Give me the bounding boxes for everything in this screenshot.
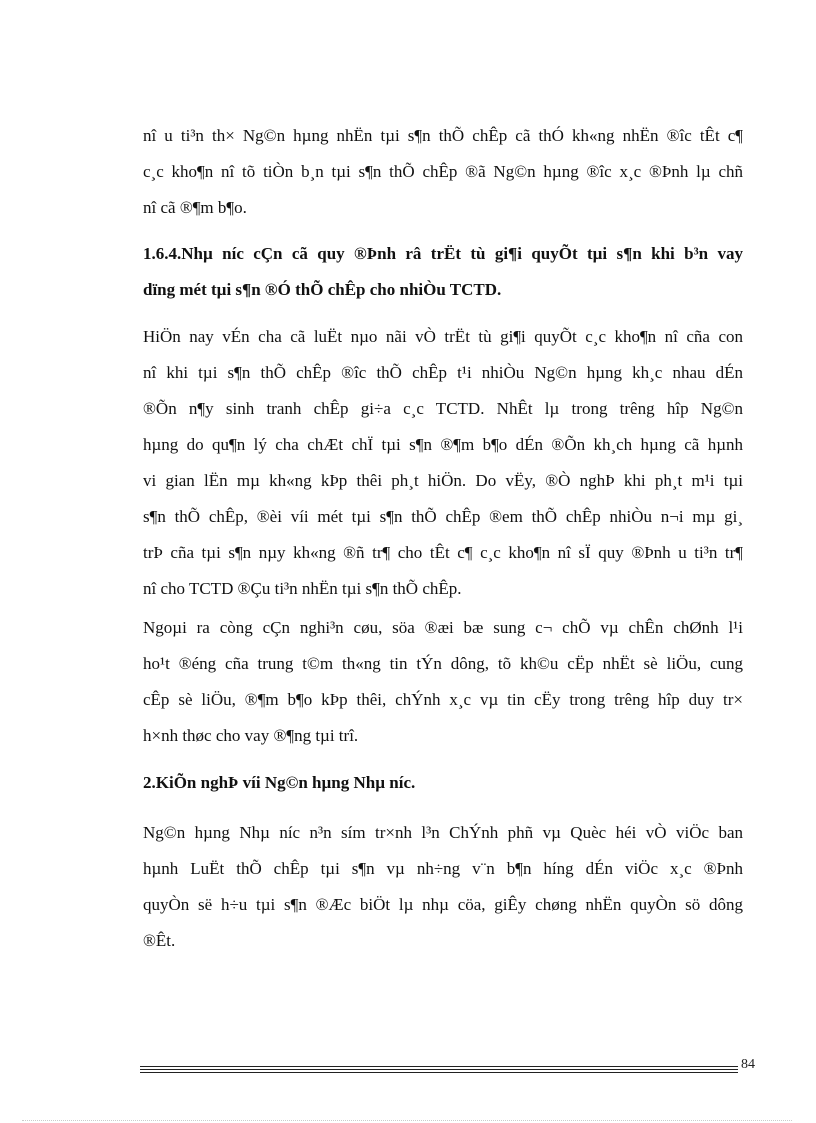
text-line: trÞ cña tµi s¶n nµy kh«ng ®ñ tr¶ cho tÊt c¶ c¸c kho¶n nî sÏ quy ®Þnh u ti³n tr¶ — [143, 543, 743, 562]
text-line: ®Õn n¶y sinh tranh chÊp gi÷a c¸c TCTD. NhÊt lµ trong trêng hîp Ng©n — [143, 399, 743, 418]
text-line: Ngoµi ra còng cÇn nghi³n cøu, söa ®æi bæ sung c¬ chÕ vµ chÊn chØnh l¹i — [143, 618, 743, 637]
text-line: nî cã ®¶m b¶o. — [143, 198, 247, 217]
heading-line: 2.KiÕn nghÞ víi Ng©n hµng Nhµ níc. — [143, 773, 416, 792]
text-line: nî u ti³n th× Ng©n hµng nhËn tµi s¶n thÕ chÊp cã thÓ kh«ng nhËn ®îc tÊt c¶ — [143, 126, 743, 145]
text-line: Ng©n hµng Nhµ níc n³n sím tr×nh l³n ChÝnh phñ vµ Quèc héi vÒ viÖc ban — [143, 823, 743, 842]
text-line: ho¹t ®éng cña trung t©m th«ng tin tÝn dông, tõ kh©u cËp nhËt sè liÖu, cung — [143, 654, 743, 673]
page-number: 84 — [741, 1057, 755, 1072]
paragraph-additional — [143, 610, 743, 754]
text-line: c¸c kho¶n nî tõ tiÒn b¸n tµi s¶n thÕ chÊp ®ã Ng©n hµng ®îc x¸c ®Þnh lµ chñ — [143, 162, 743, 181]
footer-rule-line — [140, 1066, 738, 1067]
section-heading-1-6-4 — [143, 236, 743, 308]
paragraph-recommendation — [143, 815, 743, 959]
text-line: hµnh LuËt thÕ chÊp tµi s¶n vµ nh÷ng v¨n b¶n híng dÉn viÖc x¸c ®Þnh — [143, 859, 743, 878]
text-line: nî cho TCTD ®Çu ti³n nhËn tµi s¶n thÕ chÊp. — [143, 579, 462, 598]
text-line: quyÒn së h÷u tµi s¶n ®Æc biÖt lµ nhµ cöa, giÊy chøng nhËn quyÒn sö dông — [143, 895, 743, 914]
text-line: HiÖn nay vÉn cha cã luËt nµo nãi vÒ trËt tù gi¶i quyÕt c¸c kho¶n nî cña con — [143, 327, 743, 346]
paragraph-current-situation — [143, 319, 743, 607]
page-bottom-divider — [22, 1120, 792, 1121]
text-line: vi gian lËn mµ kh«ng kÞp thêi ph¸t hiÖn. Do vËy, ®Ò nghÞ khi ph¸t m¹i tµi — [143, 471, 743, 490]
paragraph-continuation — [143, 118, 743, 226]
footer-rule-line — [140, 1072, 738, 1073]
heading-line: dïng mét tµi s¶n ®Ó thÕ chÊp cho nhiÒu TCTD. — [143, 280, 502, 299]
footer-rule — [140, 1063, 740, 1073]
text-line: h×nh thøc cho vay ®¶ng tµi trî. — [143, 726, 359, 745]
heading-line: 1.6.4.Nhµ níc cÇn cã quy ®Þnh râ trËt tù gi¶i quyÕt tµi s¶n khi b³n vay — [143, 244, 743, 263]
text-line: hµng do qu¶n lý cha chÆt chÏ tµi s¶n ®¶m b¶o dÉn ®Õn kh¸ch hµng cã hµnh — [143, 435, 743, 454]
footer-rule-line — [140, 1069, 738, 1070]
section-heading-2 — [143, 765, 743, 801]
text-line: ®Êt. — [143, 931, 176, 950]
text-line: s¶n thÕ chÊp, ®èi víi mét tµi s¶n thÕ chÊp ®em thÕ chÊp nhiÒu n¬i mµ gi¸ — [143, 507, 743, 526]
text-line: nî khi tµi s¶n thÕ chÊp ®îc thÕ chÊp t¹i nhiÒu Ng©n hµng kh¸c nhau dÉn — [143, 363, 743, 382]
text-line: cÊp sè liÖu, ®¶m b¶o kÞp thêi, chÝnh x¸c vµ tin cËy trong trêng hîp duy tr× — [143, 690, 743, 709]
